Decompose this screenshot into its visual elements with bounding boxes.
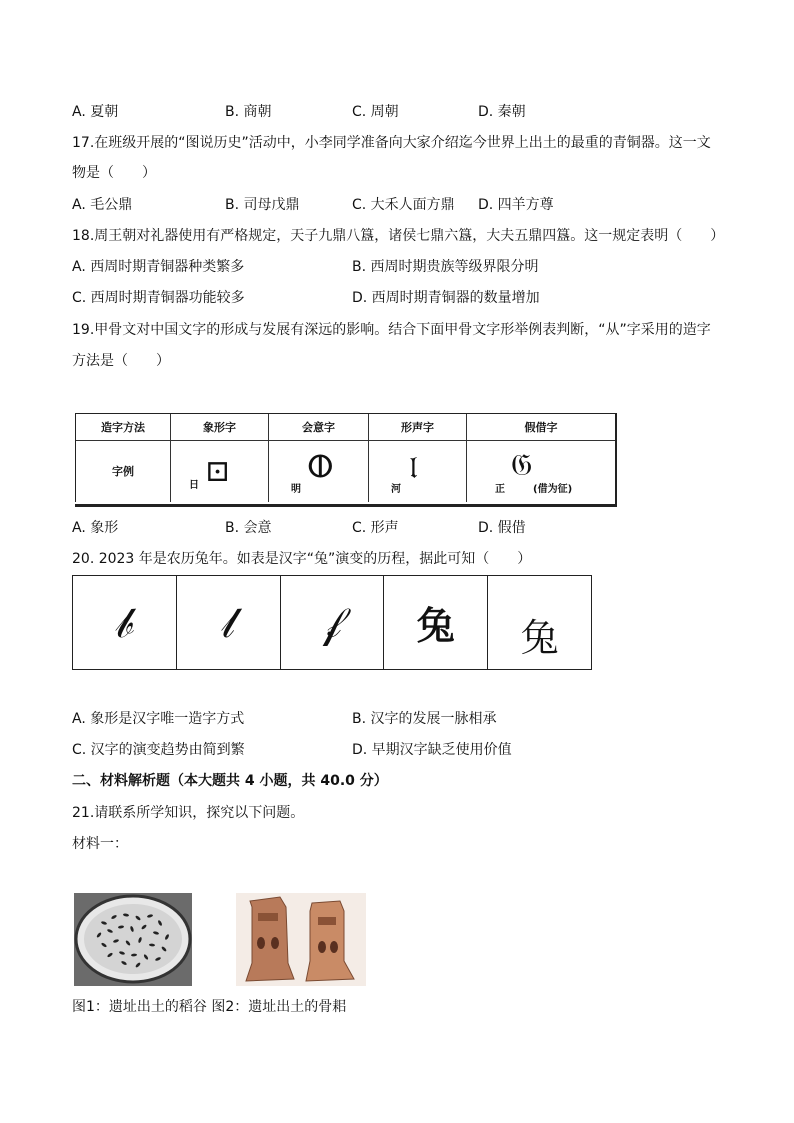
q16-option-b: B. 商朝 (225, 104, 272, 120)
q17-stem-line2: 物是（ ） (72, 165, 156, 181)
rabbit-glyph-5: 兔 (520, 616, 559, 660)
oracle-bone-table (75, 413, 617, 507)
q18-option-d: D. 西周时期青铜器的数量增加 (352, 290, 540, 306)
rabbit-glyph-4: 兔 (384, 576, 488, 669)
bone-spade-photo (236, 893, 366, 986)
q18-option-b: B. 西周时期贵族等级界限分明 (352, 259, 539, 275)
q19-stem-line2: 方法是（ ） (72, 353, 170, 369)
q20-option-c: C. 汉字的演变趋势由简到繁 (72, 742, 245, 758)
q17-option-a: A. 毛公鼎 (72, 197, 133, 213)
q19-option-d: D. 假借 (478, 520, 526, 536)
rabbit-glyph-3: 𝒻 (281, 576, 385, 669)
q20-option-d: D. 早期汉字缺乏使用价值 (352, 742, 512, 758)
example-label-he: 河 (391, 484, 401, 495)
q20-stem: 20. 2023 年是农历兔年。如表是汉字“兔”演变的历程，据此可知（ ） (72, 551, 532, 567)
example-label-ming: 明 (291, 484, 301, 495)
q18-option-a: A. 西周时期青铜器种类繁多 (72, 259, 245, 275)
q18-stem: 18.周王朝对礼器使用有严格规定，天子九鼎八簋，诸侯七鼎六簋，大夫五鼎四簋。这一规定表明（ ） (72, 228, 725, 244)
col-phonosemantic: 形声字 (368, 414, 466, 440)
q17-option-c: C. 大禾人面方鼎 (352, 197, 455, 213)
rabbit-glyph-1: 𝒷 (73, 576, 177, 669)
q21-stem: 21.请联系所学知识，探究以下问题。 (72, 805, 305, 821)
rabbit-evolution-table (72, 575, 592, 670)
q17-stem-line1: 17.在班级开展的“图说历史”活动中，小李同学准备向大家介绍迄今世界上出土的最重的青铜器。这一文 (72, 135, 711, 151)
rabbit-glyph-2: 𝓁 (177, 576, 281, 669)
q20-option-b: B. 汉字的发展一脉相承 (352, 711, 497, 727)
col-loan-character: 假借字 (466, 414, 615, 440)
oracle-glyph-zheng: 𝔊 (511, 448, 533, 483)
oracle-glyph-he: 𝔩 (409, 448, 418, 486)
oracle-glyph-ming: ⵀ (307, 450, 334, 485)
q17-option-b: B. 司母戊鼎 (225, 197, 300, 213)
table-header-example: 字例 (75, 440, 170, 502)
example-label-zheng: 正 (495, 484, 505, 495)
col-pictograph: 象形字 (170, 414, 268, 440)
q16-option-c: C. 周朝 (352, 104, 399, 120)
oracle-glyph-ri: ⊡ (205, 454, 231, 489)
col-ideograph: 会意字 (268, 414, 368, 440)
figure-caption: 图1：遗址出土的稻谷 图2：遗址出土的骨耜 (72, 999, 347, 1015)
q19-option-c: C. 形声 (352, 520, 399, 536)
q16-option-d: D. 秦朝 (478, 104, 526, 120)
q18-option-c: C. 西周时期青铜器功能较多 (72, 290, 245, 306)
loan-note: (借为征) (533, 484, 573, 495)
q20-option-a: A. 象形是汉字唯一造字方式 (72, 711, 245, 727)
q16-option-a: A. 夏朝 (72, 104, 119, 120)
example-label-ri: 日 (189, 480, 199, 491)
q19-stem-line1: 19.甲骨文对中国文字的形成与发展有深远的影响。结合下面甲骨文字形举例表判断，“从”字采用的造字 (72, 322, 711, 338)
rice-grain-photo (74, 893, 192, 986)
q17-option-d: D. 四羊方尊 (478, 197, 554, 213)
q19-option-a: A. 象形 (72, 520, 119, 536)
section-title: 二、材料解析题（本大题共 4 小题，共 40.0 分） (72, 773, 388, 789)
material-one-label: 材料一： (72, 836, 128, 852)
table-header-method: 造字方法 (75, 414, 170, 440)
q19-option-b: B. 会意 (225, 520, 272, 536)
